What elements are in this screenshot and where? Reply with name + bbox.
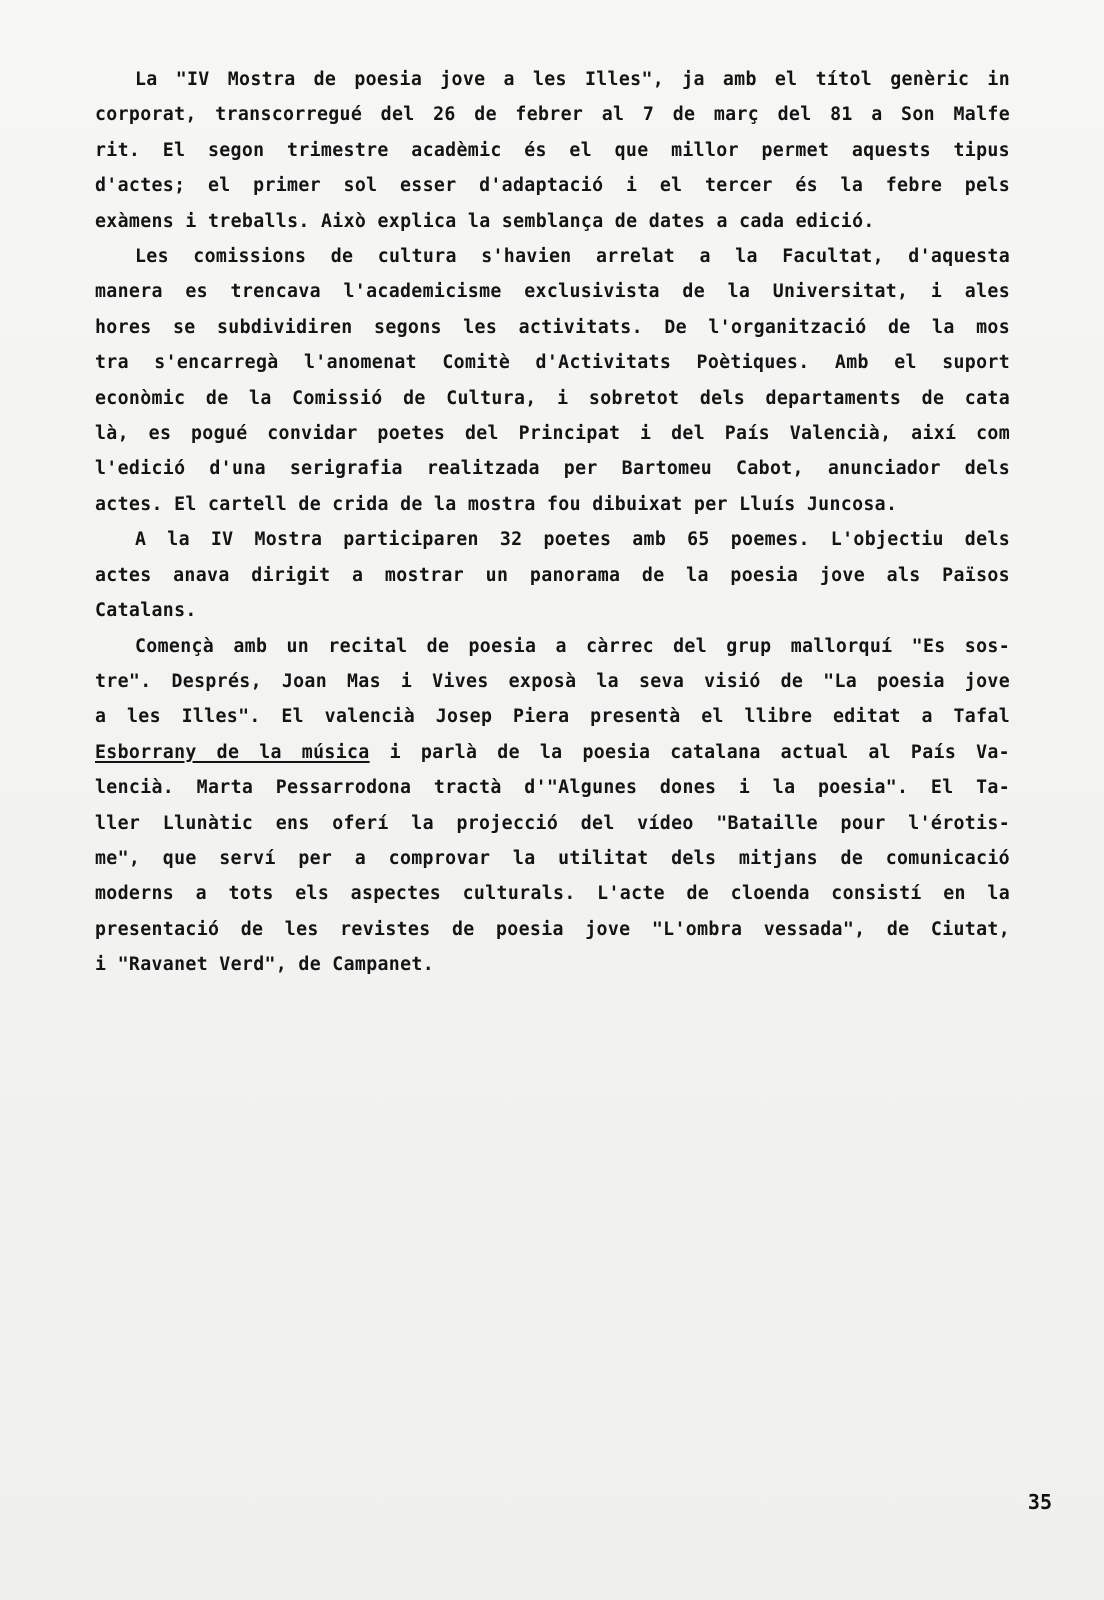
text-line: hores se subdividiren segons les activitats. De l'organització de la mos [95,316,1010,338]
text-line: me", que serví per a comprovar la utilitat dels mitjans de comunicació [95,847,1010,869]
text-line: Començà amb un recital de poesia a càrrec del grup mallorquí "Es sos- [135,635,1010,657]
text-line: presentació de les revistes de poesia jove "L'ombra vessada", de Ciutat, [95,918,1010,940]
text-line: exàmens i treballs. Això explica la semblança de dates a cada edició. [95,210,875,232]
text-line: Catalans. [95,600,197,622]
text-line: lencià. Marta Pessarrodona tractà d'"Algunes dones i la poesia". El Ta- [95,777,1010,799]
text-line: tre". Després, Joan Mas i Vives exposà la seva visió de "La poesia jove [95,670,1010,692]
text-line: rit. El segon trimestre acadèmic és el que millor permet aquests tipus [95,139,1010,161]
paragraph-3 [95,522,1010,628]
page-number: 35 [1027,1490,1052,1514]
text-line: moderns a tots els aspectes culturals. L'acte de cloenda consistí en la [95,883,1010,905]
text-line: manera es trencava l'academicisme exclusivista de la Universitat, i ales [95,281,1010,303]
paragraph-1 [95,62,1010,239]
text-line: corporat, transcorregué del 26 de febrer al 7 de març del 81 a Son Malfe [95,104,1010,126]
text-line-with-underline: Esborrany de la música i parlà de la poesia catalana actual al País Va- [95,741,1010,763]
body-text [95,62,1010,983]
text-line: l'edició d'una serigrafia realitzada per Bartomeu Cabot, anunciador dels [95,458,1010,480]
text-line: actes. El cartell de crida de la mostra fou dibuixat per Lluís Juncosa. [95,493,898,515]
text-line: i "Ravanet Verd", de Campanet. [95,954,434,976]
paragraph-2 [95,239,1010,522]
text-line: d'actes; el primer sol esser d'adaptació i el tercer és la febre pels [95,175,1010,197]
text-line: ller Llunàtic ens oferí la projecció del vídeo "Bataille pour l'érotis- [95,812,1010,834]
text-line: La "IV Mostra de poesia jove a les Illes", ja amb el títol genèric in [135,69,1010,90]
text-line: actes anava dirigit a mostrar un panorama de la poesia jove als Països [95,564,1010,586]
text-line: a les Illes". El valencià Josep Piera presentà el llibre editat a Tafal [95,706,1010,728]
underlined-book-title: Esborrany de la música [95,741,370,763]
text-line: econòmic de la Comissió de Cultura, i sobretot dels departaments de cata [95,387,1010,409]
text-line: Les comissions de cultura s'havien arrelat a la Facultat, d'aquesta [135,246,1010,268]
text-line: là, es pogué convidar poetes del Principat i del País Valencià, així com [95,423,1010,445]
text-line: A la IV Mostra participaren 32 poetes amb 65 poemes. L'objectiu dels [135,529,1010,551]
paragraph-4 [95,629,1010,983]
text-line: tra s'encarregà l'anomenat Comitè d'Activitats Poètiques. Amb el suport [95,352,1010,374]
